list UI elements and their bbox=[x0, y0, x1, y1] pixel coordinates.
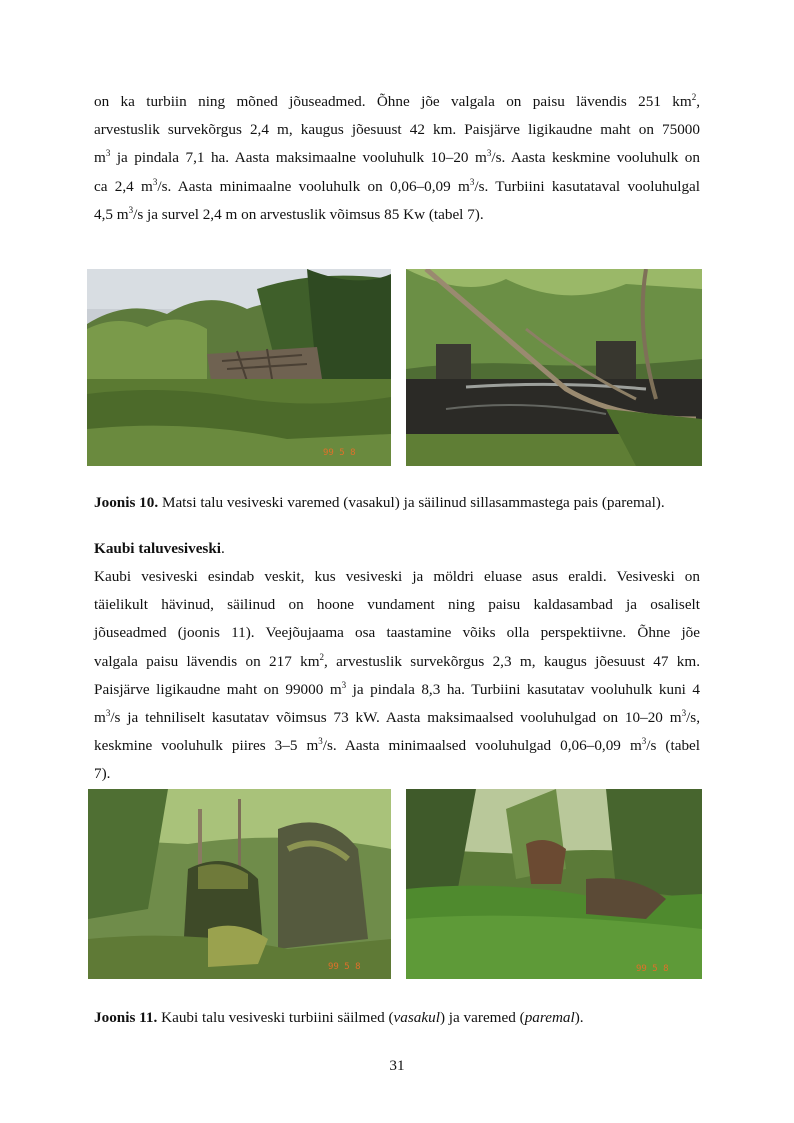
figure-11-caption: Joonis 11. Kaubi talu vesiveski turbiini säilmed (vasakul) ja varemed (paremal). bbox=[94, 1009, 584, 1026]
photo-date-stamp: 99 5 8 bbox=[328, 962, 361, 972]
intro-paragraph bbox=[94, 88, 700, 229]
matsi-ruins-image bbox=[87, 269, 391, 466]
kaubi-ruins-image bbox=[406, 789, 702, 979]
kaubi-paragraph bbox=[94, 563, 700, 789]
text-line: Paisjärve ligikaudne maht on 99000 $m^3$ ja pindala 8,3 ha. Turbiini kasutatav vooluhulk kuni 4 bbox=[94, 679, 700, 698]
figure-label: Joonis 10. bbox=[94, 494, 159, 511]
text-line: täielikult hävinud, säilinud on hoone vundament ning paisu kaldasambad ja osaliselt bbox=[94, 596, 700, 614]
text-line: ca 2,4 $m^3/s$. Aasta minimaalne vooluhulk on 0,06–0,09 $m^3/s$. Turbiini kasutataval vooluhulgal bbox=[94, 176, 701, 195]
kaubi-turbine-image bbox=[88, 789, 391, 979]
text-line: 4,5 $m^3/s$ ja survel 2,4 m on arvestuslik võimsus 85 Kw (tabel 7). bbox=[94, 204, 484, 223]
text-line: $m^3/s$ ja tehniliselt kasutatav võimsus 73 kW. Aasta maksimaalsed vooluhulgad on 10–20 $m^3/s$, bbox=[94, 707, 700, 726]
matsi-dam-image bbox=[406, 269, 702, 466]
photo-date-stamp: 99 5 8 bbox=[636, 964, 669, 974]
kaubi-ruins-photo bbox=[406, 789, 702, 979]
figure-label: Joonis 11. bbox=[94, 1009, 158, 1026]
photo-date-stamp: 99 5 8 bbox=[323, 448, 356, 458]
text-line: Kaubi vesiveski esindab veskit, kus vesiveski ja möldri eluase asus eraldi. Vesiveski on bbox=[94, 568, 700, 585]
text-line: keskmine vooluhulk piires 3–5 $m^3/s$. Aasta minimaalsed vooluhulgad 0,06–0,09 $m^3/s$ (tabel bbox=[94, 736, 701, 755]
text-line: arvestuslik survekõrgus 2,4 m, kaugus jõesuust 42 km. Paisjärve ligikaudne maht on 75000 bbox=[94, 121, 700, 139]
text-line: jõuseadmed (joonis 11). Veejõujaama osa taastamine võiks olla perspektiivne. Õhne jõe bbox=[94, 624, 700, 642]
figure-10-caption: Joonis 10. Matsi talu vesiveski varemed (vasakul) ja säilinud sillasammastega pais (paremal). bbox=[94, 494, 665, 511]
page-number: 31 bbox=[389, 1057, 405, 1074]
kaubi-turbine-photo bbox=[88, 789, 391, 979]
matsi-dam-photo bbox=[406, 269, 702, 466]
text-line: $m^3$ ja pindala 7,1 ha. Aasta maksimaalne vooluhulk 10–20 $m^3/s$. Aasta keskmine vooluhulk on bbox=[94, 148, 700, 167]
matsi-ruins-photo bbox=[87, 269, 391, 466]
text-line: valgala paisu lävendis on 217 $km^2$, arvestuslik survekõrgus 2,3 m, kaugus jõesuust 47 km. bbox=[94, 651, 700, 670]
text-line: 7). bbox=[94, 765, 111, 783]
section-heading: Kaubi taluvesiveski. bbox=[94, 540, 225, 557]
text-line: on ka turbiin ning mõned jõuseadmed. Õhne jõe valgala on paisu lävendis 251 $km^2$, bbox=[94, 92, 700, 110]
